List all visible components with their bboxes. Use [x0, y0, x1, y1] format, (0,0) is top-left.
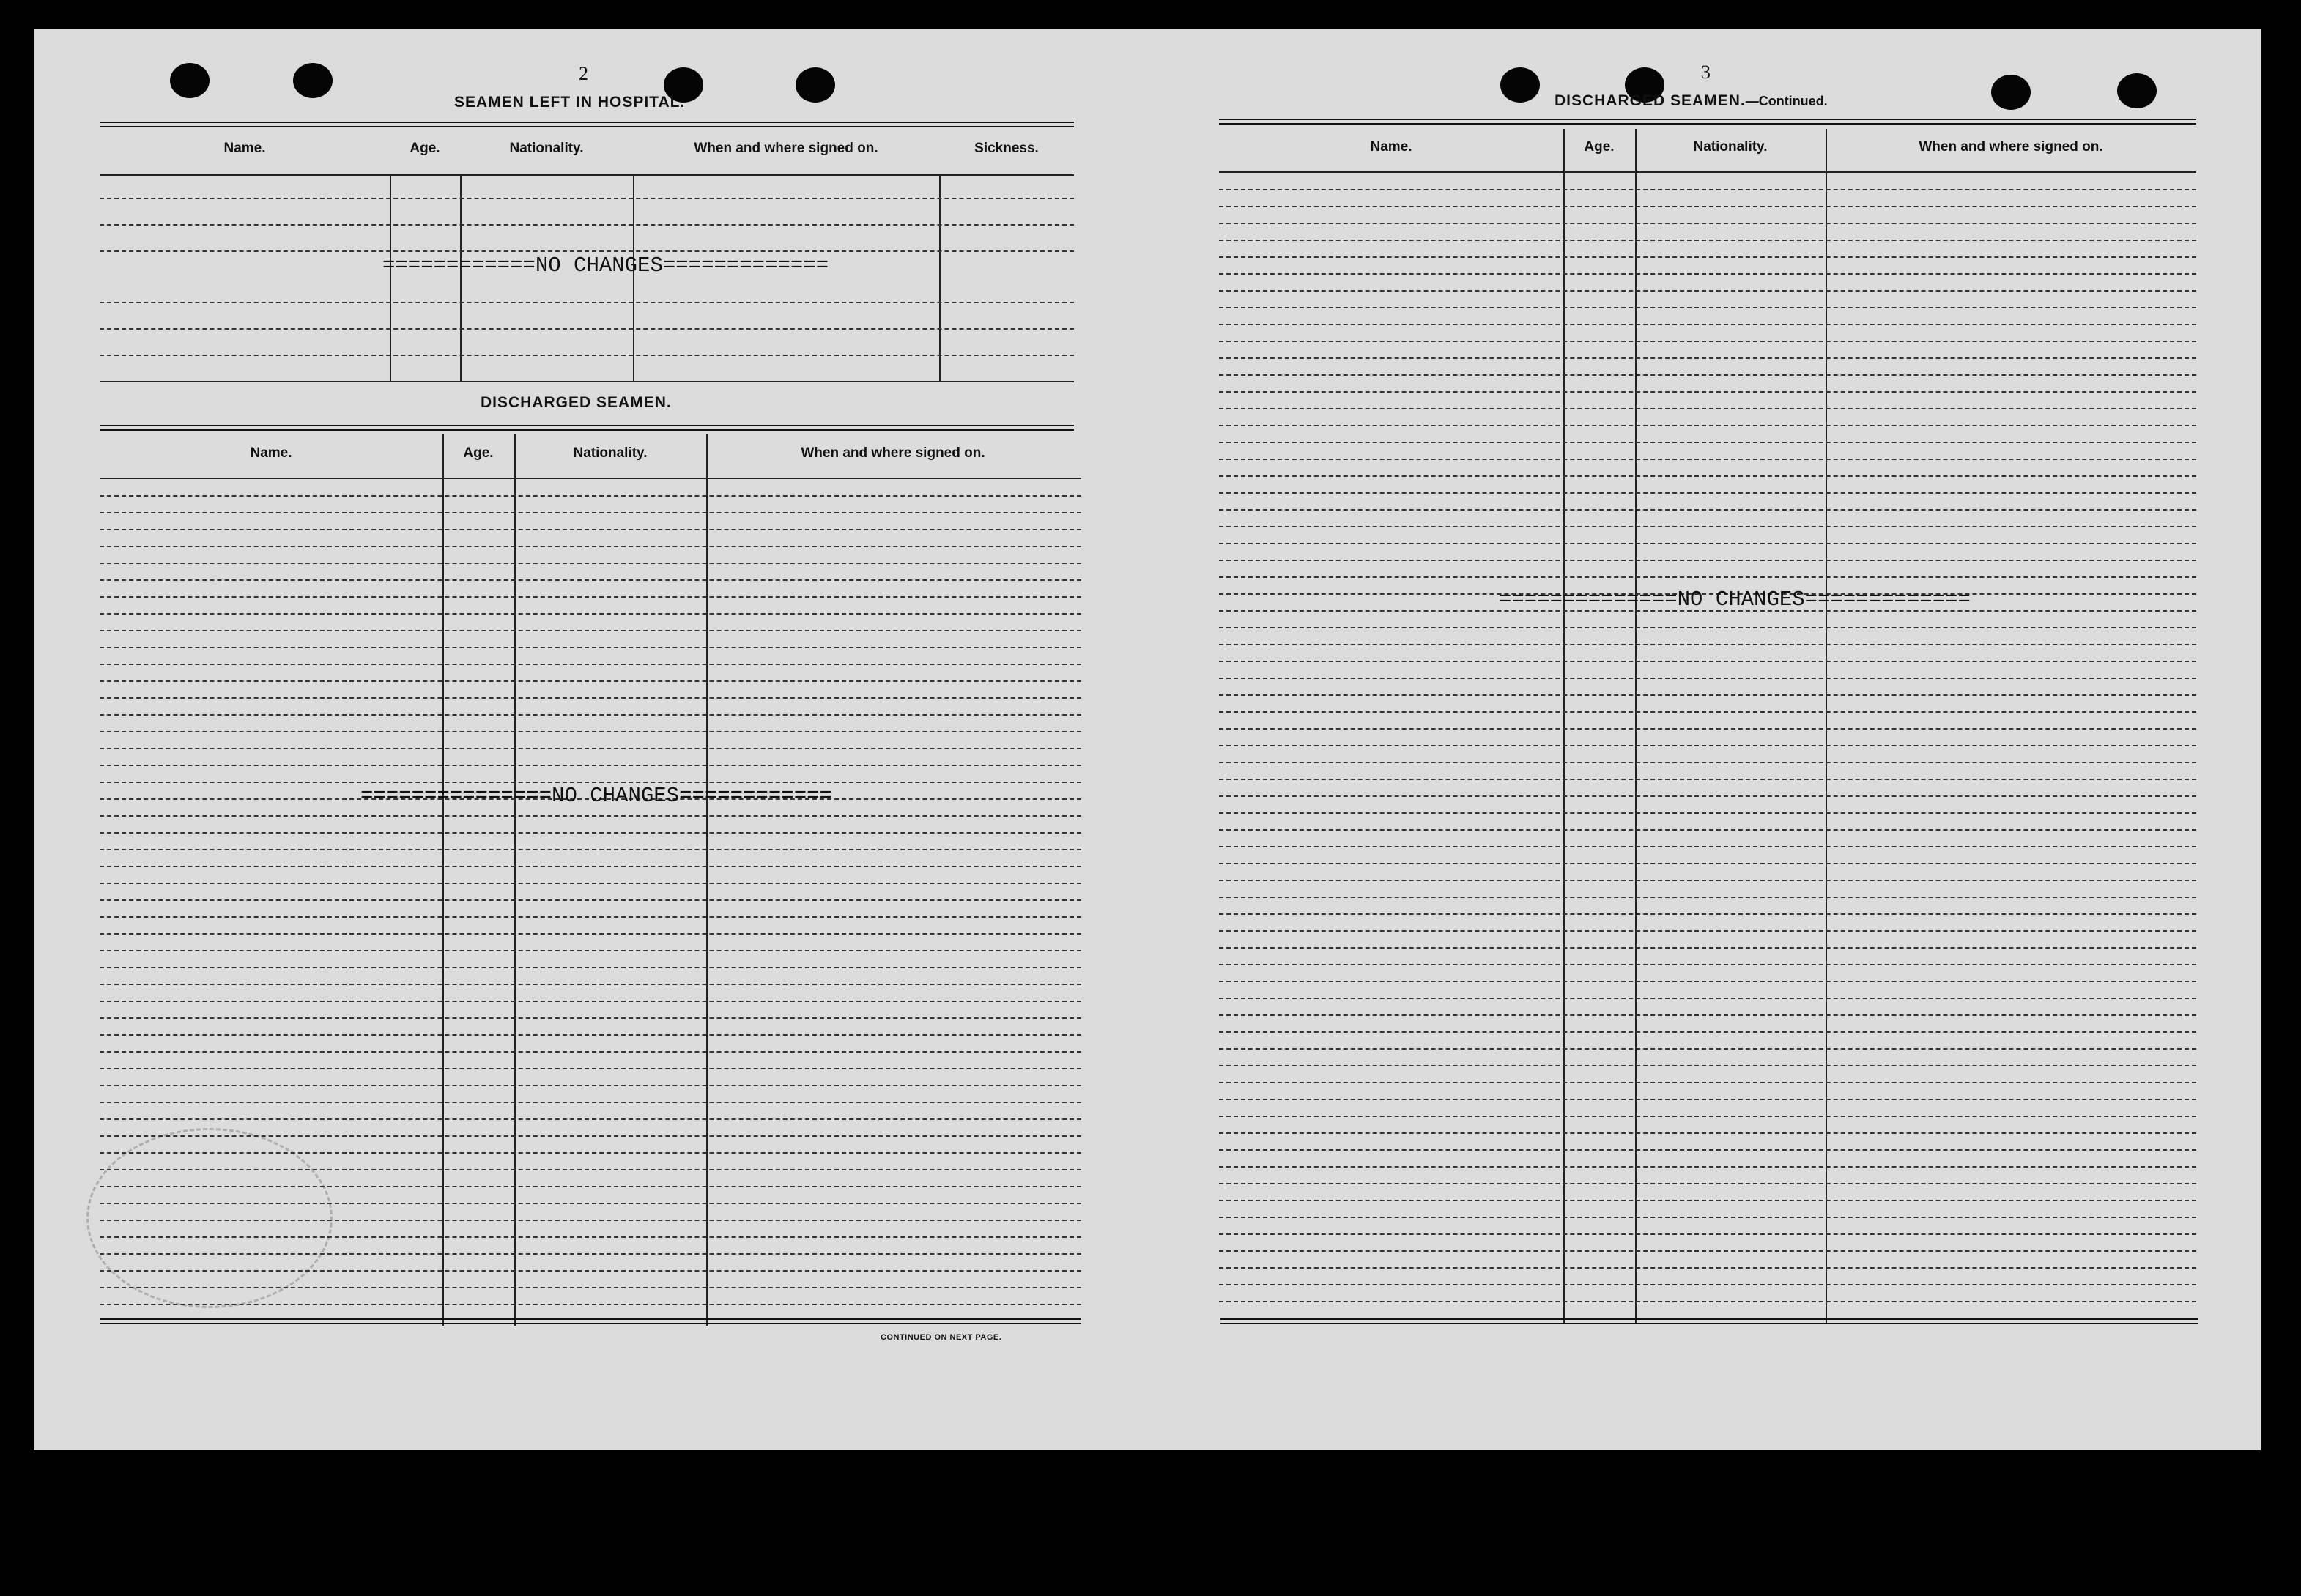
- hospital-col-divider: [633, 174, 634, 381]
- row-line: [100, 832, 1081, 834]
- row-line: [1219, 223, 2196, 224]
- row-line: [1219, 408, 2196, 409]
- row-line: [1219, 964, 2196, 965]
- row-line: [1219, 795, 2196, 797]
- discharged-col-nationality: Nationality.: [573, 445, 648, 461]
- punch-hole: [2117, 73, 2157, 108]
- row-line: [1219, 1301, 2196, 1302]
- row-line: [100, 1051, 1081, 1053]
- row-line: [1219, 846, 2196, 847]
- discharged-header-rule: [100, 478, 1081, 479]
- row-line: [1219, 576, 2196, 578]
- right-page-number: 3: [1701, 62, 1711, 83]
- row-line: [100, 933, 1081, 935]
- hospital-header-rule: [100, 174, 1074, 176]
- row-line: [1219, 256, 2196, 258]
- row-line: [1219, 324, 2196, 325]
- discharged-no-changes: ===============NO CHANGES============: [360, 784, 832, 808]
- right-header-rule: [1219, 171, 2196, 173]
- discharged-top-rule: [100, 425, 1074, 431]
- row-line: [1219, 829, 2196, 831]
- row-line: [1219, 863, 2196, 864]
- row-line: [1219, 930, 2196, 932]
- row-line: [1219, 425, 2196, 426]
- row-line: [1219, 1082, 2196, 1083]
- hospital-col-name: Name.: [223, 141, 266, 156]
- row-line: [100, 596, 1081, 598]
- row-line: [1219, 374, 2196, 376]
- row-line: [100, 613, 1081, 615]
- row-line: [1219, 897, 2196, 898]
- row-line: [1219, 1132, 2196, 1134]
- row-line: [100, 563, 1081, 564]
- row-line: [1219, 1250, 2196, 1252]
- row-line: [1219, 341, 2196, 342]
- row-line: [100, 899, 1081, 901]
- row-line: [100, 546, 1081, 547]
- row-line: [100, 782, 1081, 783]
- right-bottom-rule: [1220, 1318, 2198, 1324]
- row-line: [1219, 1099, 2196, 1100]
- row-line: [1219, 357, 2196, 359]
- row-line: [1219, 661, 2196, 662]
- row-line: [1219, 1166, 2196, 1168]
- right-section-title: [1555, 92, 1828, 110]
- punch-hole: [796, 67, 835, 103]
- row-line: [100, 1001, 1081, 1002]
- row-line: [100, 984, 1081, 985]
- continued-footer: CONTINUED ON NEXT PAGE.: [881, 1333, 1002, 1342]
- discharged-col-signed-on: When and where signed on.: [801, 445, 985, 461]
- row-line: [1219, 1014, 2196, 1016]
- row-line: [100, 1017, 1081, 1019]
- discharged-bottom-rule: [100, 1318, 1081, 1324]
- row-line: [1219, 745, 2196, 746]
- row-line: [100, 697, 1081, 699]
- row-line: [1219, 189, 2196, 190]
- right-col-name: Name.: [1370, 139, 1412, 155]
- row-line: [100, 1068, 1081, 1069]
- hospital-no-changes: ============NO CHANGES=============: [382, 253, 829, 278]
- row-line: [100, 1304, 1081, 1305]
- right-col-nationality: Nationality.: [1693, 139, 1768, 155]
- row-line: [100, 849, 1081, 850]
- row-line: [1219, 1065, 2196, 1066]
- row-line: [1219, 1200, 2196, 1201]
- row-line: [100, 765, 1081, 766]
- row-line: [100, 529, 1081, 530]
- row-line: [1219, 1233, 2196, 1235]
- hospital-col-nationality: Nationality.: [509, 141, 584, 156]
- hospital-row-line: [100, 328, 1074, 330]
- hospital-section-title: SEAMEN LEFT IN HOSPITAL.: [454, 94, 686, 111]
- right-col-age: Age.: [1584, 139, 1615, 155]
- row-line: [100, 630, 1081, 631]
- left-page-number: 2: [579, 63, 588, 84]
- row-line: [1219, 492, 2196, 494]
- row-line: [1219, 206, 2196, 207]
- row-line: [100, 916, 1081, 918]
- row-line: [100, 647, 1081, 648]
- row-line: [1219, 543, 2196, 544]
- row-line: [1219, 391, 2196, 393]
- row-line: [1219, 290, 2196, 292]
- row-line: [1219, 1284, 2196, 1285]
- hospital-bottom-rule: [100, 381, 1074, 382]
- right-top-rule: [1219, 119, 2196, 125]
- row-line: [100, 512, 1081, 513]
- hospital-row-line: [100, 224, 1074, 226]
- row-line: [100, 866, 1081, 867]
- punch-hole: [1500, 67, 1540, 103]
- row-line: [100, 664, 1081, 665]
- row-line: [100, 883, 1081, 884]
- row-line: [100, 579, 1081, 581]
- row-line: [100, 748, 1081, 749]
- row-line: [1219, 240, 2196, 241]
- right-section-title-main: DISCHARGED SEAMEN.: [1555, 92, 1746, 109]
- row-line: [1219, 1183, 2196, 1184]
- row-line: [1219, 475, 2196, 477]
- row-line: [1219, 1267, 2196, 1269]
- hospital-col-divider: [390, 174, 391, 381]
- hospital-row-line: [100, 250, 1074, 252]
- row-line: [100, 1220, 1081, 1221]
- row-line: [100, 1270, 1081, 1272]
- row-line: [1219, 711, 2196, 713]
- row-line: [1219, 1149, 2196, 1151]
- row-line: [1219, 273, 2196, 275]
- row-line: [1219, 442, 2196, 443]
- right-col-signed-on: When and where signed on.: [1919, 139, 2103, 155]
- row-line: [1219, 307, 2196, 308]
- row-line: [100, 1135, 1081, 1137]
- row-line: [1219, 644, 2196, 645]
- row-line: [100, 1287, 1081, 1288]
- row-line: [100, 731, 1081, 732]
- row-line: [1219, 1048, 2196, 1050]
- row-line: [1219, 728, 2196, 730]
- discharged-col-divider: [514, 434, 516, 1326]
- row-line: [100, 1085, 1081, 1086]
- row-line: [100, 1169, 1081, 1170]
- row-line: [100, 1152, 1081, 1154]
- row-line: [100, 815, 1081, 817]
- right-section-title-suffix: —Continued.: [1745, 94, 1828, 108]
- row-line: [1219, 560, 2196, 561]
- row-line: [100, 1236, 1081, 1238]
- row-line: [1219, 812, 2196, 814]
- hospital-col-signed-on: When and where signed on.: [694, 141, 878, 156]
- discharged-col-name: Name.: [250, 445, 292, 461]
- row-line: [100, 1034, 1081, 1036]
- faint-stamp: [86, 1128, 333, 1308]
- right-no-changes: ==============NO CHANGES=============: [1499, 587, 1971, 612]
- discharged-section-title: DISCHARGED SEAMEN.: [481, 394, 672, 411]
- hospital-row-line: [100, 302, 1074, 303]
- row-line: [1219, 998, 2196, 999]
- row-line: [100, 680, 1081, 682]
- row-line: [1219, 678, 2196, 679]
- row-line: [1219, 459, 2196, 460]
- row-line: [100, 1253, 1081, 1255]
- row-line: [1219, 509, 2196, 511]
- row-line: [100, 495, 1081, 497]
- row-line: [100, 1102, 1081, 1103]
- punch-hole: [293, 63, 333, 98]
- row-line: [100, 1186, 1081, 1187]
- row-line: [1219, 526, 2196, 527]
- row-line: [1219, 1031, 2196, 1033]
- row-line: [1219, 627, 2196, 628]
- row-line: [1219, 762, 2196, 763]
- punch-hole: [170, 63, 210, 98]
- row-line: [100, 1203, 1081, 1204]
- hospital-col-age: Age.: [410, 141, 440, 156]
- row-line: [1219, 1217, 2196, 1218]
- row-line: [1219, 1116, 2196, 1117]
- row-line: [100, 967, 1081, 968]
- hospital-top-rule: [100, 122, 1074, 127]
- discharged-col-divider: [706, 434, 708, 1326]
- discharged-col-divider: [442, 434, 444, 1326]
- row-line: [1219, 947, 2196, 949]
- row-line: [1219, 981, 2196, 982]
- row-line: [1219, 880, 2196, 881]
- discharged-col-age: Age.: [463, 445, 494, 461]
- row-line: [100, 950, 1081, 951]
- row-line: [1219, 779, 2196, 780]
- hospital-row-line: [100, 198, 1074, 199]
- row-line: [1219, 694, 2196, 696]
- hospital-col-divider: [939, 174, 941, 381]
- punch-hole: [1991, 75, 2031, 110]
- hospital-row-line: [100, 355, 1074, 356]
- row-line: [1219, 913, 2196, 915]
- hospital-col-divider: [460, 174, 462, 381]
- hospital-col-sickness: Sickness.: [974, 141, 1039, 156]
- row-line: [100, 714, 1081, 716]
- row-line: [100, 1118, 1081, 1120]
